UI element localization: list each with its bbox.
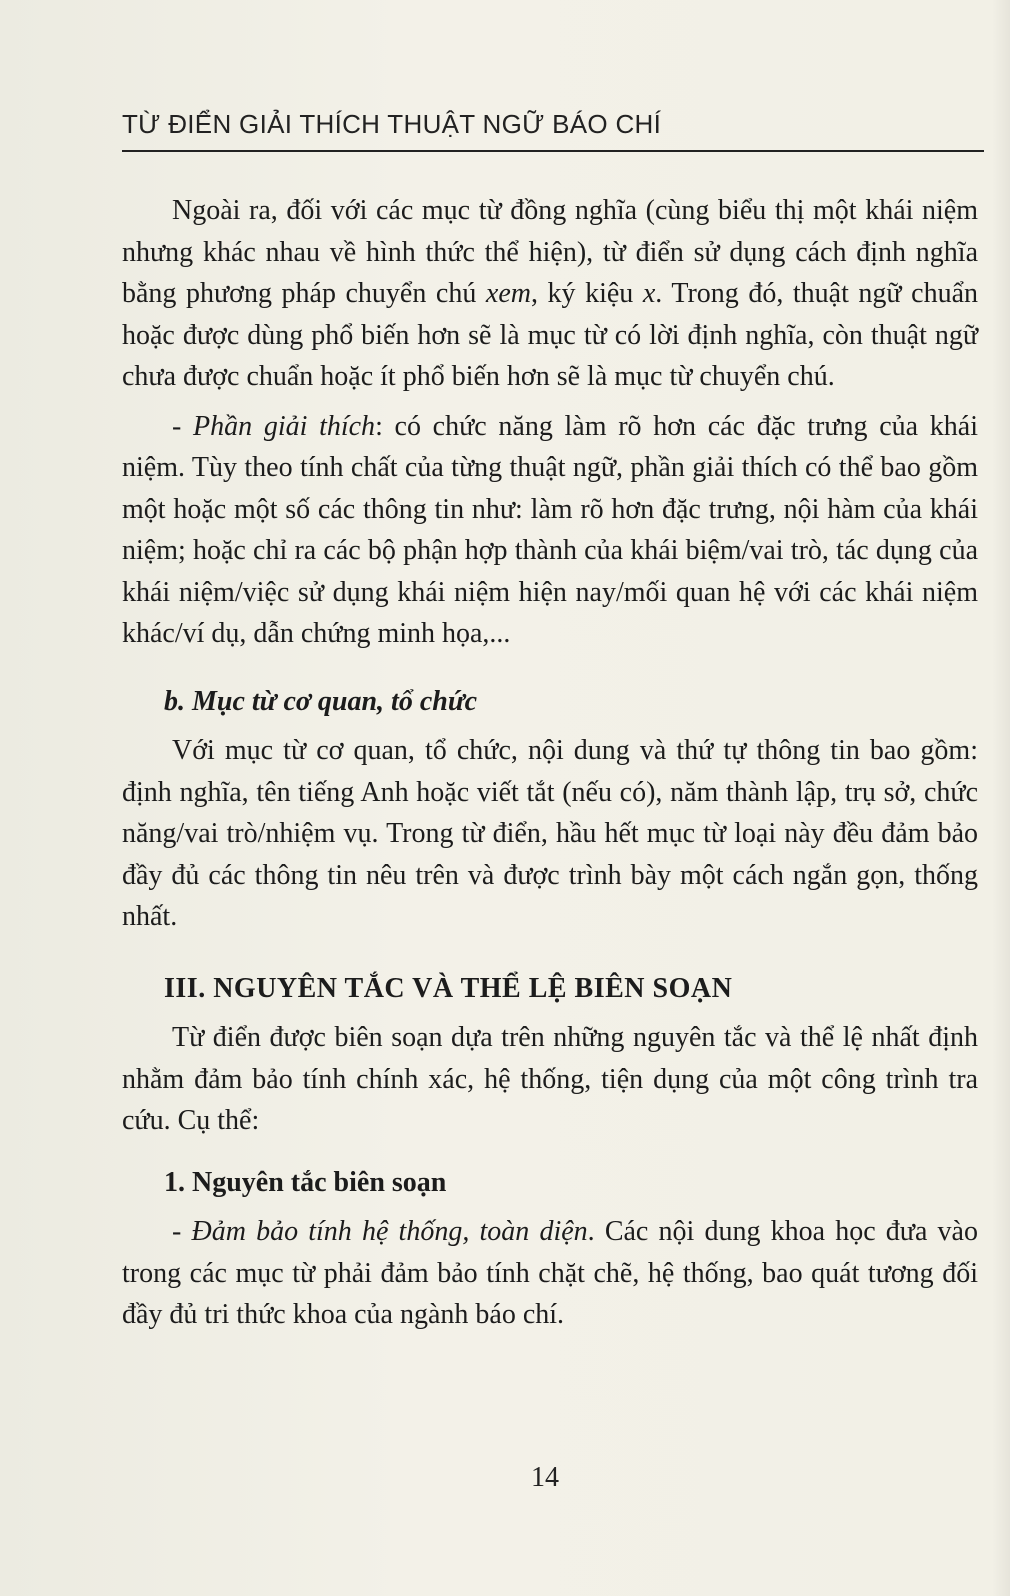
paragraph-explanation xyxy=(122,406,978,655)
systematic-text: . Các nội dung khoa học đưa vào trong các mục từ phải đảm bảo tính chặt chẽ, hệ thống, bao quát tương đối đầy đủ tri thức khoa của ngành báo chí. xyxy=(122,1216,978,1330)
paragraph-systematic xyxy=(122,1211,978,1336)
running-header xyxy=(122,102,984,152)
explanation-text: : có chức năng làm rõ hơn các đặc trưng của khái niệm. Tùy theo tính chất của từng thuật ngữ, phần giải thích có thể bao gồm một hoặc một số các thông tin như: làm rõ hơn đặc trưng, nội hàm của khái niệm; hoặc chỉ ra các bộ phận hợp thành của khái biệm/vai trò, tác dụng của khái niệm/việc sử dụng khái niệm hiện nay/mối quan hệ với các khái niệm khác/ví dụ, dẫn chứng minh họa,... xyxy=(122,410,978,649)
section-heading-b: b. Mục từ cơ quan, tổ chức xyxy=(164,685,478,717)
term-xem: xem xyxy=(485,278,531,309)
paragraph-synonyms-part-c: . Trong đó, thuật ngữ chuẩn hoặc được dùng phổ biến hơn sẽ là mục từ có lời định nghĩa, còn thuật ngữ chưa được chuẩn hoặc ít phổ biến hơn sẽ là mục từ chuyển chú. xyxy=(122,278,978,392)
paragraph-principles-intro: Từ điển được biên soạn dựa trên những nguyên tắc và thể lệ nhất định nhằm đảm bảo tính chính xác, hệ thống, tiện dụng của một công trình tra cứu. Cụ thể: xyxy=(122,1022,978,1136)
page-edge-shadow xyxy=(992,0,1010,1596)
paragraph-synonyms-part-a: Ngoài ra, đối với các mục từ đồng nghĩa (cùng biểu thị một khái niệm nhưng khác nhau về hình thức thể hiện), từ điển sử dụng cách định nghĩa bằng phương pháp chuyển chú xyxy=(122,195,978,309)
page-number: 14 xyxy=(531,1462,559,1493)
header-title: TỪ ĐIỂN GIẢI THÍCH THUẬT NGỮ BÁO CHÍ xyxy=(122,109,662,139)
section-heading-1: 1. Nguyên tắc biên soạn xyxy=(164,1166,447,1198)
paragraph-synonyms xyxy=(122,190,978,398)
explanation-lead: - Phần giải thích xyxy=(172,410,376,442)
paragraph-organizations: Với mục từ cơ quan, tổ chức, nội dung và thứ tự thông tin bao gồm: định nghĩa, tên tiếng Anh hoặc viết tắt (nếu có), năm thành lập, trụ sở, chức năng/vai trò/nhiệm vụ. Trong từ điển, hầu hết mục từ loại này đều đảm bảo đầy đủ các thông tin nêu trên và được trình bày một cách ngắn gọn, thống nhất. xyxy=(122,735,978,932)
paragraph-synonyms-part-b: , ký kiệu xyxy=(530,278,643,309)
term-x: x xyxy=(642,278,656,309)
systematic-lead: - Đảm bảo tính hệ thống, toàn diện xyxy=(172,1216,588,1247)
section-heading-iii: III. NGUYÊN TẮC VÀ THỂ LỆ BIÊN SOẠN xyxy=(164,972,733,1004)
page-content xyxy=(122,190,978,1336)
